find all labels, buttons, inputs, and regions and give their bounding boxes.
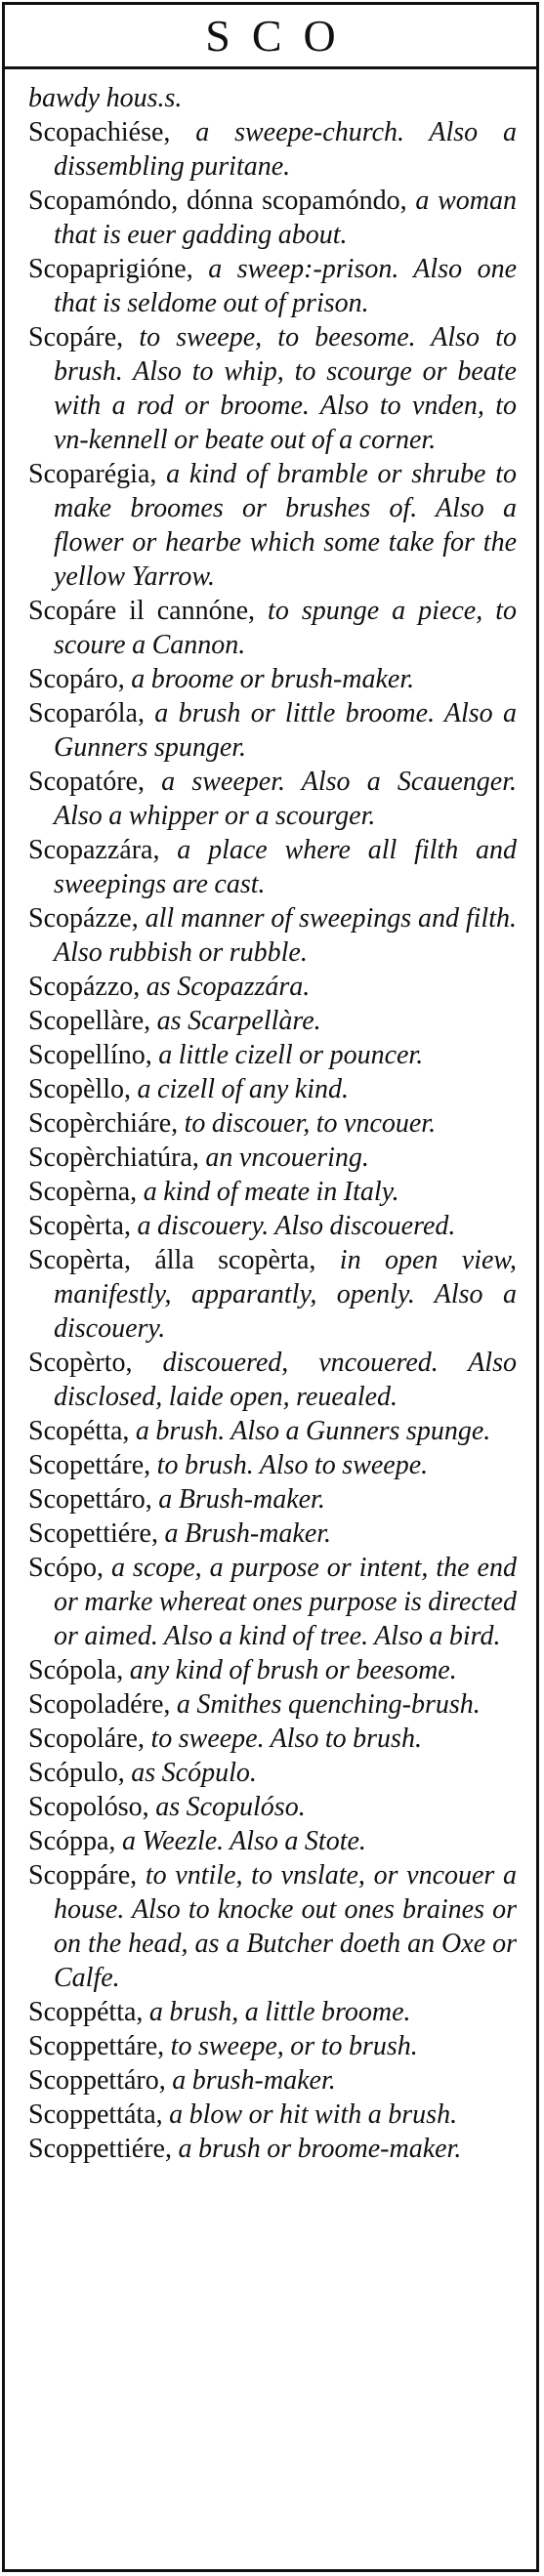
dictionary-entry xyxy=(28,1004,517,1038)
entry-definition: as Scopulóso. xyxy=(148,1792,306,1822)
dictionary-entry xyxy=(28,1346,517,1414)
entry-definition: a brush or broome-maker. xyxy=(171,2134,462,2164)
entry-headword: Scopèllo, xyxy=(28,1074,131,1104)
dictionary-entry xyxy=(28,1243,517,1346)
dictionary-entry xyxy=(28,2098,517,2132)
entry-headword: Scopázze, xyxy=(28,903,139,934)
dictionary-entry xyxy=(28,1687,517,1722)
entry-definition: a sweep:-prison. Also one that is seldome out of prison. xyxy=(54,254,517,318)
dictionary-entry xyxy=(28,1790,517,1824)
entry-headword: Scopamóndo, dónna scopamóndo, xyxy=(28,186,407,216)
dictionary-entry xyxy=(28,662,517,696)
entry-definition: a Smithes quenching-brush. xyxy=(170,1689,481,1720)
entry-definition: a brush, a little broome. xyxy=(143,1997,411,2027)
entry-definition: a discouery. Also discouered. xyxy=(130,1211,456,1241)
entry-definition: to vntile, to vnslate, or vncouer a house. Also to knocke out ones braines or on the head, as a Butcher doeth an Oxe or Calfe. xyxy=(54,1860,517,1993)
entry-headword: Scopázzo, xyxy=(28,972,141,1002)
entry-headword: Scopèrna, xyxy=(28,1177,138,1207)
entry-headword: Scopaprigióne, xyxy=(28,254,193,284)
dictionary-entry xyxy=(28,2029,517,2063)
entry-definition: as Scarpellàre. xyxy=(150,1006,321,1036)
entry-definition: bawdy hous.s. xyxy=(28,83,183,113)
entry-definition: a scope, a purpose or intent, the end or marke whereat ones purpose is directed or aimed. Also a kind of tree. Also a bird. xyxy=(54,1553,517,1651)
dictionary-entry xyxy=(28,1141,517,1175)
dictionary-entry xyxy=(28,252,517,320)
entry-definition: to sweepe. Also to brush. xyxy=(144,1724,422,1754)
entry-headword: Scópo, xyxy=(28,1553,104,1583)
entry-headword: Scoppettáta, xyxy=(28,2099,163,2130)
entry-definition: a little cizell or pouncer. xyxy=(151,1040,424,1070)
entry-definition: to brush. Also to sweepe. xyxy=(150,1450,429,1480)
entry-headword: Scoppettáro, xyxy=(28,2065,166,2096)
dictionary-entry xyxy=(28,2132,517,2166)
entry-definition: as Scópulo. xyxy=(124,1758,257,1788)
entry-headword: Scopáre il cannóne, xyxy=(28,596,256,626)
dictionary-entry xyxy=(28,594,517,662)
entry-definition: a sweepe-church. Also a dissembling puritane. xyxy=(54,117,517,182)
dictionary-entry xyxy=(28,81,517,115)
dictionary-page xyxy=(2,2,539,2572)
entry-headword: Scopazzára, xyxy=(28,835,160,865)
dictionary-entry xyxy=(28,901,517,970)
entry-headword: Scopettáre, xyxy=(28,1450,151,1480)
entry-definition: discouered, vncouered. Also disclosed, laide open, reuealed. xyxy=(54,1348,517,1412)
entry-definition: a kind of meate in Italy. xyxy=(137,1177,399,1207)
dictionary-entry xyxy=(28,1653,517,1687)
dictionary-entry xyxy=(28,1414,517,1448)
entry-definition: a blow or hit with a brush. xyxy=(162,2099,458,2130)
dictionary-entry xyxy=(28,696,517,765)
entry-definition: a brush-maker. xyxy=(165,2065,336,2096)
dictionary-entry xyxy=(28,2063,517,2098)
entry-headword: Scóppa, xyxy=(28,1826,116,1856)
entry-definition: a place where all filth and sweepings are cast. xyxy=(54,835,517,899)
dictionary-entry xyxy=(28,1175,517,1209)
header-title: SCO xyxy=(205,11,357,61)
entry-headword: Scópola, xyxy=(28,1655,124,1685)
entry-definition: an vncouering. xyxy=(198,1143,369,1173)
entry-headword: Scopolóso, xyxy=(28,1792,149,1822)
dictionary-entry xyxy=(28,1517,517,1551)
dictionary-entry xyxy=(28,1722,517,1756)
entry-headword: Scopèrta, álla scopèrta, xyxy=(28,1245,316,1275)
entry-headword: Scopoláre, xyxy=(28,1724,145,1754)
page-header xyxy=(5,5,536,69)
entry-definition: any kind of brush or beesome. xyxy=(123,1655,457,1685)
dictionary-entry xyxy=(28,1756,517,1790)
entry-headword: Scopèrchiáre, xyxy=(28,1108,179,1139)
entry-headword: Scoppettáre, xyxy=(28,2031,165,2061)
entry-definition: to sweepe, to beesome. Also to brush. Also to whip, to scourge or beate with a rod or broome. Also to vnden, to vn-kennell or beate out of a corner. xyxy=(54,322,517,455)
entry-definition: a brush or little broome. Also a Gunners spunger. xyxy=(54,698,517,763)
dictionary-entry xyxy=(28,1551,517,1653)
entry-definition: a cizell of any kind. xyxy=(131,1074,350,1104)
dictionary-entry xyxy=(28,1995,517,2029)
dictionary-entry xyxy=(28,1482,517,1517)
entry-list xyxy=(5,69,536,2166)
entry-headword: Scopétta, xyxy=(28,1416,130,1446)
dictionary-entry xyxy=(28,320,517,457)
dictionary-entry xyxy=(28,765,517,833)
entry-headword: Scoppétta, xyxy=(28,1997,144,2027)
entry-headword: Scopellàre, xyxy=(28,1006,151,1036)
dictionary-entry xyxy=(28,115,517,184)
dictionary-entry xyxy=(28,184,517,252)
entry-headword: Scopèrchiatúra, xyxy=(28,1143,199,1173)
dictionary-entry xyxy=(28,457,517,594)
entry-definition: a Brush-maker. xyxy=(151,1484,325,1515)
entry-definition: to discouer, to vncouer. xyxy=(178,1108,437,1139)
entry-definition: a sweeper. Also a Scauenger. Also a whipper or a scourger. xyxy=(54,767,517,831)
entry-headword: Scopellíno, xyxy=(28,1040,152,1070)
dictionary-entry xyxy=(28,833,517,901)
entry-definition: to sweepe, or to brush. xyxy=(164,2031,418,2061)
entry-definition: a brush. Also a Gunners spunge. xyxy=(129,1416,491,1446)
entry-definition: a woman that is euer gadding about. xyxy=(54,186,517,250)
entry-definition: to spunge a piece, to scoure a Cannon. xyxy=(54,596,517,660)
entry-headword: Scopoladére, xyxy=(28,1689,171,1720)
entry-definition: as Scopazzára. xyxy=(140,972,311,1002)
entry-definition: a kind of bramble or shrube to make broomes or brushes of. Also a flower or hearbe which some take for the yellow Yarrow. xyxy=(54,459,517,592)
entry-headword: Scopèrto, xyxy=(28,1348,133,1378)
dictionary-entry xyxy=(28,1072,517,1106)
entry-headword: Scoparóla, xyxy=(28,698,145,728)
entry-headword: Scopáro, xyxy=(28,664,125,694)
dictionary-entry xyxy=(28,1209,517,1243)
entry-definition: all manner of sweepings and filth. Also rubbish or rubble. xyxy=(54,903,517,968)
dictionary-entry xyxy=(28,1038,517,1072)
entry-headword: Scópulo, xyxy=(28,1758,125,1788)
entry-headword: Scopèrta, xyxy=(28,1211,131,1241)
entry-headword: Scopáre, xyxy=(28,322,124,353)
dictionary-entry xyxy=(28,1824,517,1858)
entry-headword: Scoppettiére, xyxy=(28,2134,172,2164)
entry-headword: Scoparégia, xyxy=(28,459,157,489)
entry-headword: Scoppáre, xyxy=(28,1860,138,1890)
dictionary-entry xyxy=(28,1858,517,1995)
dictionary-entry xyxy=(28,1448,517,1482)
entry-headword: Scopettáro, xyxy=(28,1484,152,1515)
entry-headword: Scopatóre, xyxy=(28,767,145,797)
entry-definition: a Weezle. Also a Stote. xyxy=(115,1826,366,1856)
entry-definition: a Brush-maker. xyxy=(157,1518,332,1549)
entry-definition: a broome or brush-maker. xyxy=(124,664,415,694)
dictionary-entry xyxy=(28,1106,517,1141)
entry-definition: in open view, manifestly, apparantly, openly. Also a discouery. xyxy=(54,1245,517,1344)
entry-headword: Scopachiése, xyxy=(28,117,171,147)
dictionary-entry xyxy=(28,970,517,1004)
entry-headword: Scopettiére, xyxy=(28,1518,158,1549)
